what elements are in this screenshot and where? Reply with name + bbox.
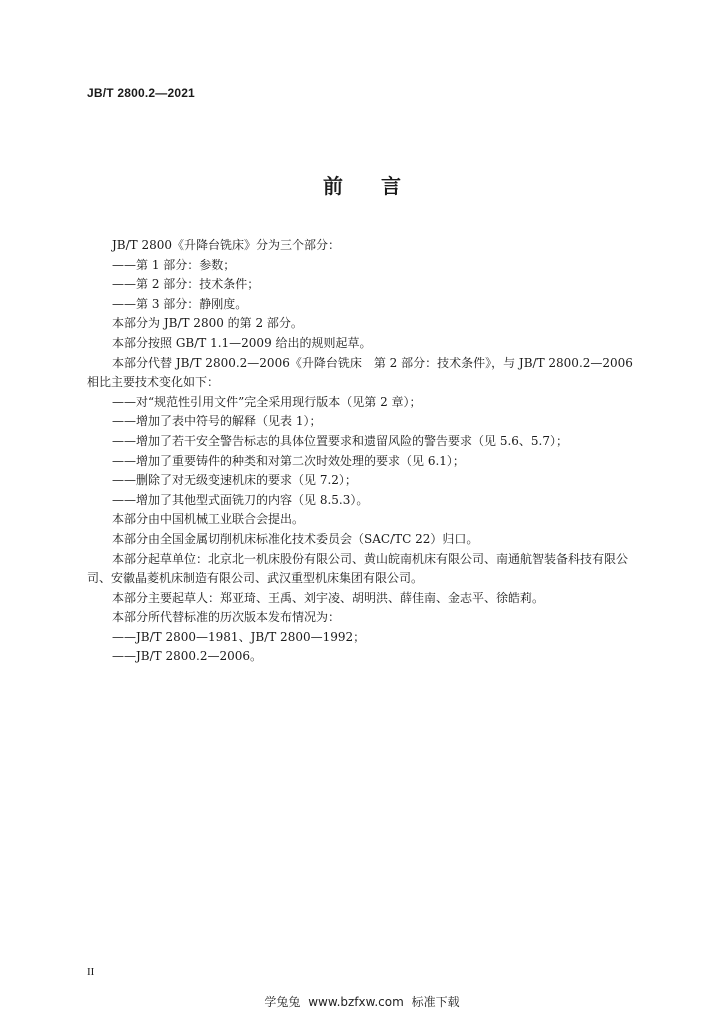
paragraph: 本部分起草单位：北京北一机床股份有限公司、黄山皖南机床有限公司、南通航智装备科技有限公司、安徽晶菱机床制造有限公司、武汉重型机床集团有限公司。 — [87, 551, 629, 586]
standard-code: JB/T 2800.2—2021 — [87, 86, 195, 100]
page-number: II — [87, 966, 95, 978]
foreword-body — [87, 236, 639, 667]
title-char-2: 言 — [381, 174, 401, 198]
paragraph: 本部分为 JB/T 2800 的第 2 部分。 — [112, 316, 303, 331]
list-item: ——增加了表中符号的解释（见表 1）； — [112, 414, 322, 429]
list-item: ——第 3 部分：静刚度。 — [112, 296, 248, 311]
list-item: ——JB/T 2800—1981、JB/T 2800—1992； — [112, 629, 366, 644]
list-item: ——第 2 部分：技术条件； — [112, 277, 260, 292]
paragraph: 本部分由中国机械工业联合会提出。 — [112, 512, 305, 527]
paragraph: 本部分代替 JB/T 2800.2—2006《升降台铣床 第 2 部分：技术条件》，与 JB/T 2800.2—2006 相比主要技术变化如下： — [87, 355, 633, 390]
list-item: ——增加了重要铸件的种类和对第二次时效处理的要求（见 6.1）； — [112, 453, 465, 468]
list-item: ——增加了其他型式面铣刀的内容（见 8.5.3）。 — [112, 492, 369, 507]
paragraph: 本部分主要起草人：郑亚琦、王禹、刘宇凌、胡明洪、薛佳南、金志平、徐皓莉。 — [112, 590, 545, 605]
list-item: ——增加了若干安全警告标志的具体位置要求和遗留风险的警告要求（见 5.6、5.7）； — [112, 433, 568, 448]
title-char-1: 前 — [323, 174, 343, 198]
list-item: ——对“规范性引用文件”完全采用现行版本（见第 2 章）； — [112, 394, 422, 409]
page-title — [0, 170, 724, 199]
list-item: ——JB/T 2800.2—2006。 — [112, 649, 263, 664]
paragraph: 本部分按照 GB/T 1.1—2009 给出的规则起草。 — [112, 335, 372, 350]
paragraph: 本部分所代替标准的历次版本发布情况为： — [112, 610, 341, 625]
watermark-footer: 学兔兔 www.bzfxw.com 标准下载 — [264, 995, 460, 1009]
paragraph: JB/T 2800《升降台铣床》分为三个部分： — [112, 238, 341, 252]
list-item: ——删除了对无级变速机床的要求（见 7.2）； — [112, 473, 357, 488]
paragraph: 本部分由全国金属切削机床标准化技术委员会（SAC/TC 22）归口。 — [112, 531, 479, 546]
list-item: ——第 1 部分：参数； — [112, 257, 236, 272]
